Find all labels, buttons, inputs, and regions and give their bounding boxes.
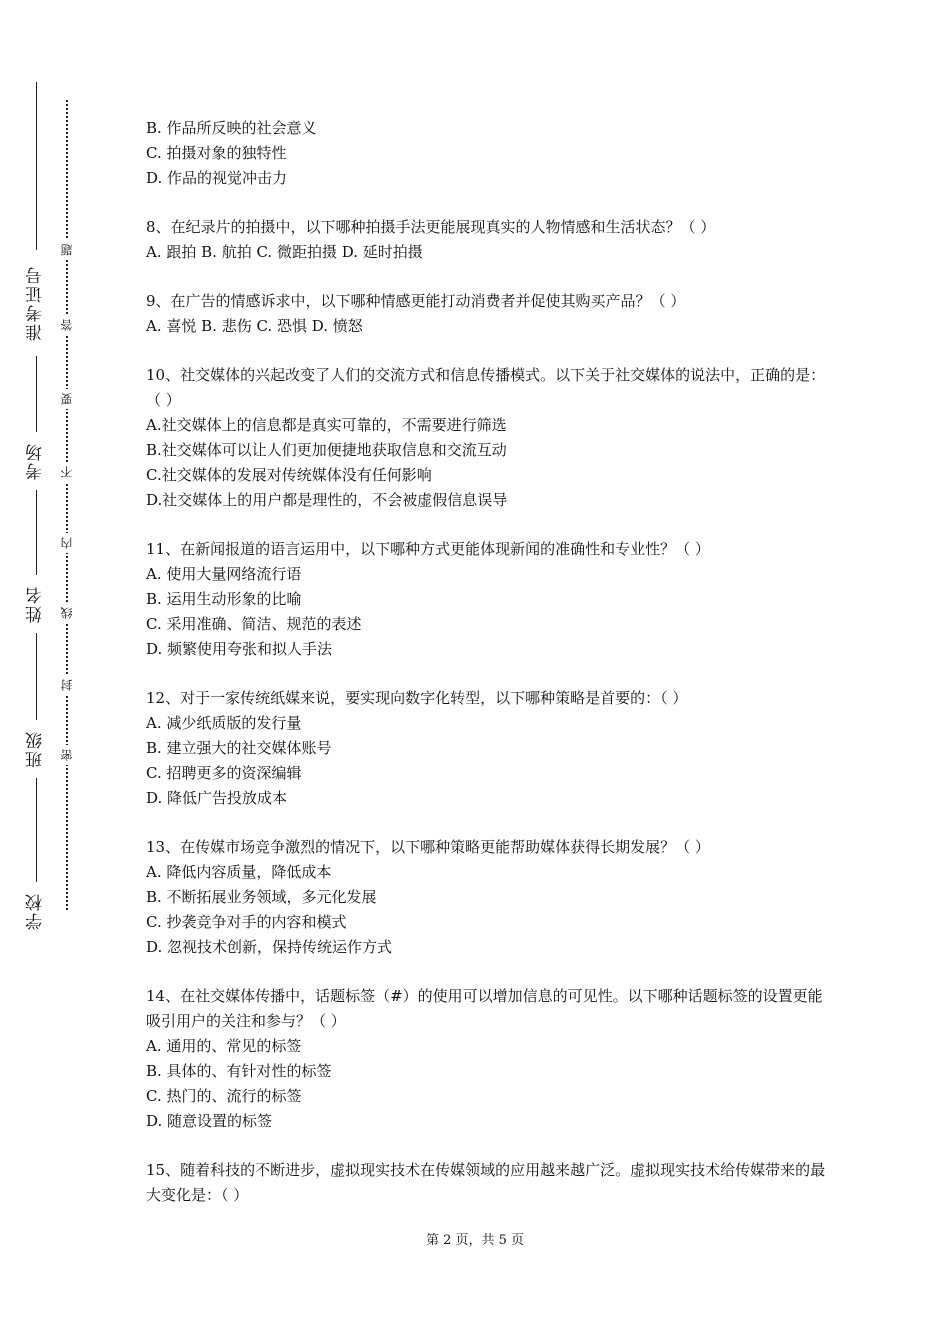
question-10 — [146, 363, 826, 513]
binding-dotted-line — [66, 100, 68, 910]
option-line: C.社交媒体的发展对传统媒体没有任何影响 — [146, 466, 432, 484]
option-line: C. 热门的、流行的标签 — [146, 1087, 302, 1105]
question-content — [146, 116, 826, 1232]
binding-solid-line — [36, 82, 37, 924]
option-line: B.社交媒体可以让人们更加便捷地获取信息和交流互动 — [146, 441, 507, 459]
option-line: B. 作品所反映的社会意义 — [146, 119, 317, 137]
option-line: A. 跟拍 B. 航拍 C. 微距拍摄 D. 延时拍摄 — [146, 243, 423, 261]
seal-char: 不 — [57, 462, 77, 482]
option-line: A. 通用的、常见的标签 — [146, 1037, 302, 1055]
question-text: 9、在广告的情感诉求中，以下哪种情感更能打动消费者并促使其购买产品？（ ） — [146, 292, 686, 310]
question-14 — [146, 984, 826, 1134]
question-8 — [146, 215, 826, 265]
option-line: D.社交媒体上的用户都是理性的，不会被虚假信息误导 — [146, 491, 508, 509]
field-exam-id-label: 准考证号 — [22, 250, 52, 356]
binding-margin — [0, 0, 90, 1344]
page-number-footer: 第 2 页，共 5 页 — [425, 1233, 525, 1248]
option-line: C. 招聘更多的资深编辑 — [146, 764, 302, 782]
seal-char: 要 — [57, 389, 77, 409]
option-line: C. 采用准确、简洁、规范的表述 — [146, 615, 362, 633]
question-11 — [146, 537, 826, 662]
question-13 — [146, 835, 826, 960]
option-line: A.社交媒体上的信息都是真实可靠的，不需要进行筛选 — [146, 416, 507, 434]
seal-char: 答 — [57, 315, 77, 335]
question-text: 15、随着科技的不断进步，虚拟现实技术在传媒领域的应用越来越广泛。虚拟现实技术给传媒带来的最大变化是：（ ） — [146, 1161, 826, 1204]
seal-char: 内 — [57, 533, 77, 553]
option-line: A. 减少纸质版的发行量 — [146, 714, 302, 732]
field-exam-room-label: 考场 — [22, 432, 52, 490]
option-line: D. 随意设置的标签 — [146, 1112, 273, 1130]
field-school-label: 学校 — [22, 882, 52, 940]
question-text: 10、社交媒体的兴起改变了人们的交流方式和信息传播模式。以下关于社交媒体的说法中，正确的是：（ ） — [146, 366, 826, 409]
question-text: 13、在传媒市场竞争激烈的情况下，以下哪种策略更能帮助媒体获得长期发展？（ ） — [146, 838, 710, 856]
seal-char: 封 — [57, 675, 77, 695]
previous-question-options — [146, 116, 826, 191]
option-line: D. 忽视技术创新，保持传统运作方式 — [146, 938, 393, 956]
question-text: 12、对于一家传统纸媒来说，要实现向数字化转型，以下哪种策略是首要的：（ ） — [146, 689, 688, 707]
option-line: A. 喜悦 B. 悲伤 C. 恐惧 D. 愤怒 — [146, 317, 363, 335]
question-15 — [146, 1158, 826, 1208]
option-line: A. 降低内容质量，降低成本 — [146, 863, 332, 881]
question-text: 11、在新闻报道的语言运用中，以下哪种方式更能体现新闻的准确性和专业性？（ ） — [146, 540, 710, 558]
field-class-label: 班级 — [22, 720, 52, 778]
option-line: D. 作品的视觉冲击力 — [146, 169, 288, 187]
option-line: C. 拍摄对象的独特性 — [146, 144, 287, 162]
question-text: 8、在纪录片的拍摄中，以下哪种拍摄手法更能展现真实的人物情感和生活状态？（ ） — [146, 218, 716, 236]
option-line: B. 建立强大的社交媒体账号 — [146, 739, 332, 757]
question-12 — [146, 686, 826, 811]
option-line: B. 具体的、有针对性的标签 — [146, 1062, 332, 1080]
seal-char: 题 — [57, 240, 77, 260]
option-line: D. 降低广告投放成本 — [146, 789, 288, 807]
option-line: D. 频繁使用夸张和拟人手法 — [146, 640, 333, 658]
option-line: A. 使用大量网络流行语 — [146, 565, 302, 583]
seal-char: 线 — [57, 603, 77, 623]
seal-char: 密 — [57, 745, 77, 765]
option-line: C. 抄袭竞争对手的内容和模式 — [146, 913, 347, 931]
question-text: 14、在社交媒体传播中，话题标签（#）的使用可以增加信息的可见性。以下哪种话题标签的设置更能吸引用户的关注和参与？（ ） — [146, 987, 823, 1030]
field-name-label: 姓名 — [22, 575, 52, 633]
question-9 — [146, 289, 826, 339]
option-line: B. 运用生动形象的比喻 — [146, 590, 302, 608]
option-line: B. 不断拓展业务领域，多元化发展 — [146, 888, 377, 906]
